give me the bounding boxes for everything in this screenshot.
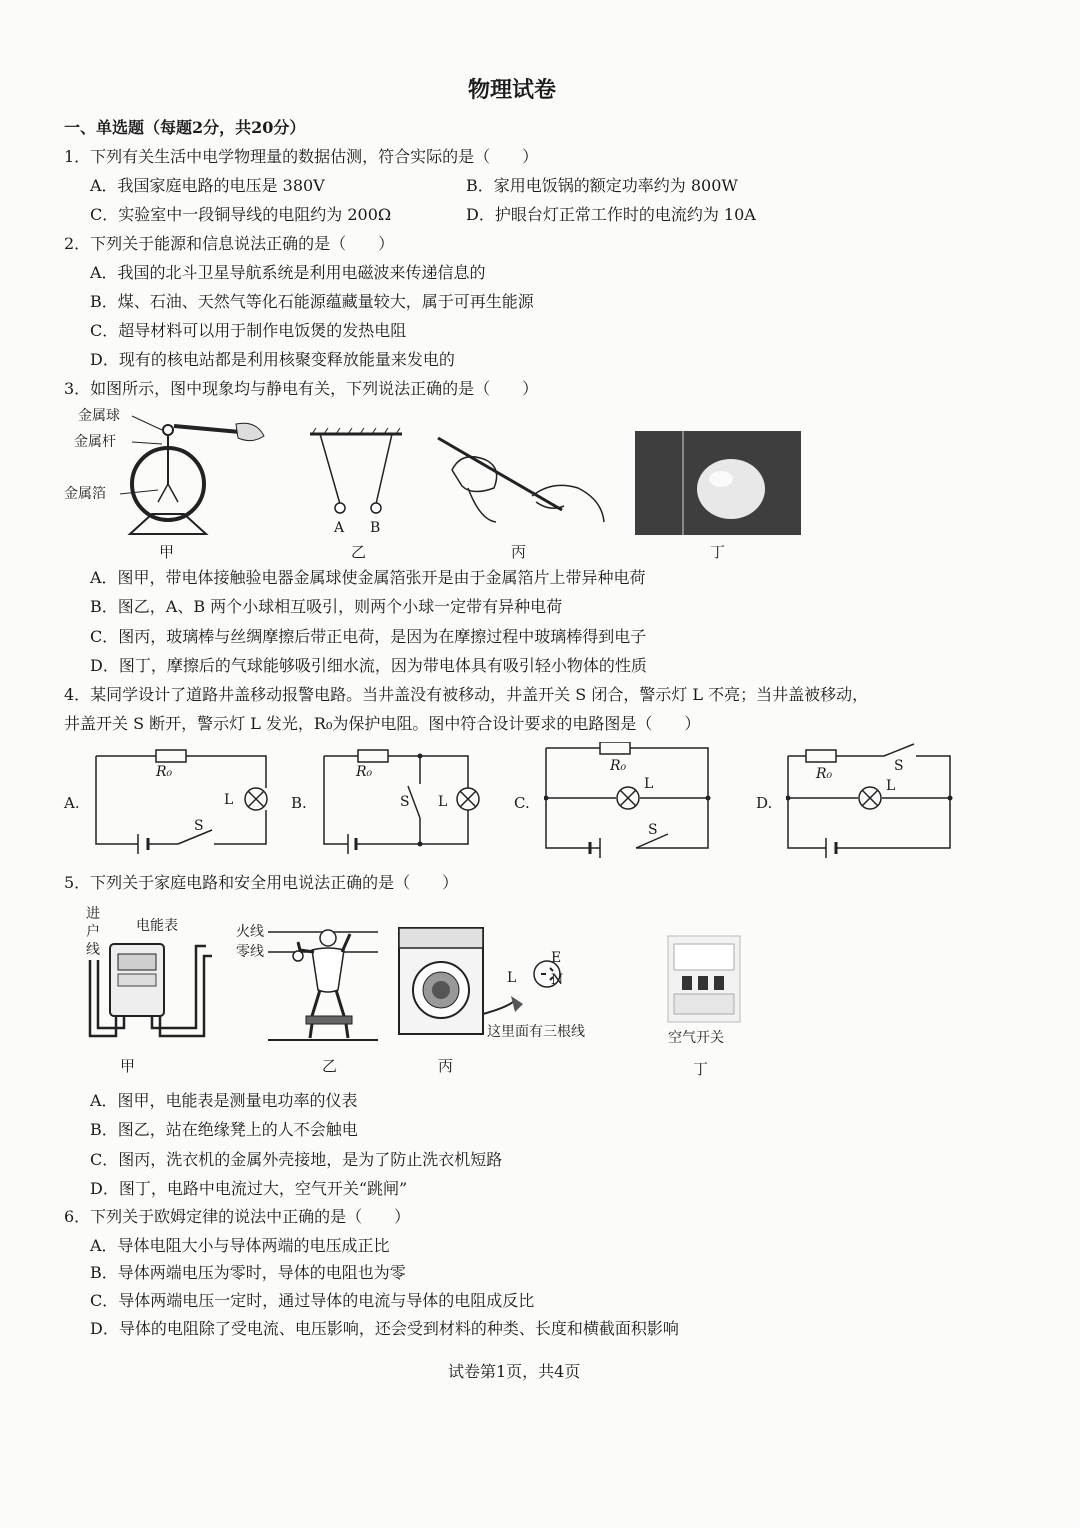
switch-label: S [400,794,410,810]
q3-figure-balloon-photo [635,431,801,535]
r0-label: R₀ [356,764,373,780]
label-entry-3: 线 [86,942,100,958]
q3-option-a: A．图甲，带电体接触验电器金属球使金属箔张开是由于金属箔片上带异种电荷 [90,568,646,587]
label-meter: 电能表 [136,918,178,934]
q4-option-a-label: A. [64,794,80,812]
q5-caption-yi: 乙 [322,1057,338,1075]
q1-option-c: C．实验室中一段铜导线的电阻约为 200Ω [90,205,392,224]
q5-figure-breaker [660,932,750,1048]
q5-figure-meter [82,900,222,1050]
lamp-label: L [886,778,896,794]
lamp-label: L [438,794,448,810]
q2-option-a: A．我国的北斗卫星导航系统是利用电磁波来传递信息的 [90,263,486,282]
lamp-label: L [644,776,654,792]
q3-caption-yi: 乙 [351,543,367,561]
switch-label: S [648,822,658,838]
q3-option-d: D．图丁，摩擦后的气球能够吸引细水流，因为带电体具有吸引轻小物体的性质 [90,656,647,675]
section-heading: 一、单选题（每题2分，共20分） [64,118,306,137]
q2-option-c: C．超导材料可以用于制作电饭煲的发热电阻 [90,321,407,340]
q4-circuit-d [786,742,956,860]
q5-figure-washer [395,924,615,1044]
q5-option-b: B．图乙，站在绝缘凳上的人不会触电 [90,1120,358,1139]
label-ball-b: B [370,520,381,536]
q4-circuit-c [544,742,714,860]
lamp-label: L [224,792,234,808]
q2-option-d: D．现有的核电站都是利用核聚变释放能量来发电的 [90,350,455,369]
label-metal-rod: 金属杆 [74,434,116,450]
q3-caption-bing: 丙 [511,543,527,561]
label-breaker: 空气开关 [668,1030,724,1046]
q3-stem: 3．如图所示，图中现象均与静电有关，下列说法正确的是（ ） [64,379,539,398]
label-n: N [551,972,564,988]
q4-stem-line1: 4．某同学设计了道路井盖移动报警电路。当井盖没有被移动，井盖开关 S 闭合，警示灯 L 不亮；当井盖被移动， [64,685,869,704]
q1-option-d: D．护眼台灯正常工作时的电流约为 10A [466,205,756,224]
q5-option-c: C．图丙，洗衣机的金属外壳接地，是为了防止洗衣机短路 [90,1150,503,1169]
label-l: L [507,970,517,986]
q3-figure-electroscope [60,402,280,542]
q3-option-c: C．图丙，玻璃棒与丝绸摩擦后带正电荷，是因为在摩擦过程中玻璃棒得到电子 [90,627,647,646]
switch-label: S [194,818,204,834]
page-title: 物理试卷 [468,77,557,103]
label-entry-2: 户 [86,924,100,940]
q1-option-b: B．家用电饭锅的额定功率约为 800W [466,176,738,195]
q5-caption-bing: 丙 [438,1057,454,1075]
q5-caption-ding: 丁 [693,1060,709,1078]
q4-stem-line2: 井盖开关 S 断开，警示灯 L 发光，R₀为保护电阻。图中符合设计要求的电路图是（ ） [64,714,701,733]
q4-option-b-label: B. [291,794,307,812]
label-entry-1: 进 [86,906,100,922]
label-metal-foil: 金属箔 [64,486,106,502]
page-footer: 试卷第1页，共4页 [448,1362,581,1381]
q4-circuit-b [322,748,488,858]
q4-option-c-label: C. [514,794,530,812]
label-live-wire: 火线 [236,924,264,940]
label-metal-ball: 金属球 [78,408,120,424]
q5-option-a: A．图甲，电能表是测量电功率的仪表 [90,1091,358,1110]
label-ball-a: A [334,520,345,536]
label-neutral-wire: 零线 [236,944,264,960]
label-three-wires: 这里面有三根线 [487,1024,585,1040]
label-e: E [551,950,562,966]
r0-label: R₀ [610,758,627,774]
q4-option-d-label: D. [756,794,773,812]
q3-option-b: B．图乙，A、B 两个小球相互吸引，则两个小球一定带有异种电荷 [90,597,563,616]
q2-option-b: B．煤、石油、天然气等化石能源蕴藏量较大，属于可再生能源 [90,292,534,311]
q3-figure-glass-rod [432,430,608,530]
r0-label: R₀ [156,764,173,780]
r0-label: R₀ [816,766,833,782]
switch-label: S [894,758,904,774]
q1-stem: 1．下列有关生活中电学物理量的数据估测，符合实际的是（ ） [64,147,539,166]
q6-option-d: D．导体的电阻除了受电流、电压影响，还会受到材料的种类、长度和横截面积影响 [90,1319,679,1338]
q5-stem: 5．下列关于家庭电路和安全用电说法正确的是（ ） [64,873,459,892]
q3-caption-ding: 丁 [710,543,726,561]
q3-caption-jia: 甲 [159,543,175,561]
q6-option-a: A．导体电阻大小与导体两端的电压成正比 [90,1236,390,1255]
q2-stem: 2．下列关于能源和信息说法正确的是（ ） [64,234,395,253]
q4-circuit-a [94,748,274,858]
q1-option-a: A．我国家庭电路的电压是 380V [90,176,325,195]
q6-stem: 6．下列关于欧姆定律的说法中正确的是（ ） [64,1207,411,1226]
q5-figure-stool [232,920,382,1046]
q6-option-b: B．导体两端电压为零时，导体的电阻也为零 [90,1263,406,1282]
q5-caption-jia: 甲 [120,1057,136,1075]
q3-figure-pendulums [306,428,406,538]
q6-option-c: C．导体两端电压一定时，通过导体的电流与导体的电阻成反比 [90,1291,535,1310]
q5-option-d: D．图丁，电路中电流过大，空气开关“跳闸” [90,1179,408,1198]
